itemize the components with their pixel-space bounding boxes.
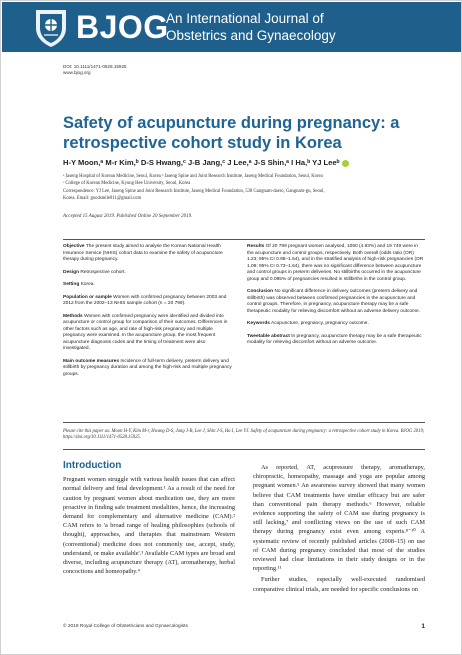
correspondence-line-1: Correspondence: YJ Lee, Jaseng Spine and Joint Research Institute, Jaseng Medical Foundation, 538 Gangnam-daero, Gangnam-gu, Seoul, [63, 189, 325, 194]
copyright-notice: © 2019 Royal College of Obstetricians and Gynaecologists [63, 624, 188, 629]
abstract-label: Population or sample [63, 294, 112, 300]
page-number: 1 [421, 623, 425, 630]
abstract-results [247, 244, 425, 283]
intro-right-column [253, 463, 425, 596]
abstract-label: Setting [63, 282, 80, 287]
abstract-conclusion [247, 289, 425, 315]
abstract-text: Korea. [80, 282, 95, 287]
abstract-text: The present study aimed to analyse the Korean National Health Insurance Service (NHIS) cohort data to examine the safety of acupuncture therapy during pregnancy. [63, 244, 223, 262]
journal-tagline-line-1: An International Journal of [166, 11, 324, 26]
college-crest-icon [32, 6, 70, 48]
citation-rule [63, 449, 425, 450]
article-title [63, 113, 423, 153]
abstract-label: Methods [63, 313, 83, 319]
journal-tagline [166, 10, 336, 44]
intro-left-column [63, 461, 235, 578]
abstract-outcome-measures [63, 359, 233, 379]
intro-paragraph: Pregnant women struggle with various health issues that can affect normal delivery and fetal development.¹ As a result of the need for caution by pregnant women about medication use, they are more proactive in finding safe treatment modalities, hence, the increasing demand for complementary and alternative medicine (CAM).² CAM refers to 'a broad range of healing philosophies (schools of thought), approaches, and therapies that mainstream Western (conventional) medicine does not commonly use, accept, study, understand, or make available'.³ Available CAM types are broad and diverse, including acupuncture therapy (AT), aromatherapy, herbal concoctions and homeopathy.⁴ [63, 476, 235, 576]
abstract-label: Main outcome measures [63, 358, 119, 364]
abstract-label: Objective [63, 244, 85, 249]
abstract-text: Retrospective cohort. [80, 269, 126, 275]
orcid-icon[interactable] [342, 160, 349, 167]
article-title-line-1: Safety of acupuncture during pregnancy: a [63, 114, 400, 132]
intro-paragraph: Further studies, especially well-executed randomised comparative clinical trials, are needed for specific conclusions on [253, 576, 425, 593]
abstract-objective [63, 244, 233, 264]
abstract-label: Tweetable abstract [247, 333, 290, 339]
abstract-label: Results [247, 244, 265, 249]
abstract-label: Design [63, 269, 79, 275]
intro-heading: Introduction [63, 460, 122, 471]
abstract-bottom-rule [63, 422, 425, 423]
acceptance-dates: Accepted 15 August 2019. Published Online 20 September 2019. [63, 214, 193, 219]
abstract-text: Women with confirmed pregnancy between 2003 and 2012 from the 2002–13 NHIS sample cohort (n = 20 799). [63, 294, 227, 306]
citation-note: Please cite this paper as: Moon H-Y, Kim M-r, Hwang D-S, Jang J-B, Lee J, Shin J-S, Ha I, Lee YJ. Safety of acupuncture during pregnancy: a retrospective cohort study in Korea. BJOG 2019; https://doi.org/10.1111/1471-0528.15925. [63, 429, 425, 441]
abstract-design [63, 270, 233, 277]
author-names: H-Y Moon,ᵃ M-r Kim,ᵇ D-S Hwang,ᶜ J-B Jang,ᶜ J Lee,ᵃ J-S Shin,ᵃ I Ha,ᵇ YJ Leeᵇ [63, 158, 340, 167]
abstract-label: Conclusion [247, 289, 274, 294]
abstract-tweetable [247, 334, 425, 347]
article-title-line-2: retrospective cohort study in Korea [63, 134, 342, 152]
abstract-text: No significant difference in delivery outcomes (preterm delivery and stillbirth) was observed between confirmed pregnancies in the acupuncture and control groups. Therefore, in pregnancy, acupuncture therapy may be a safe therapeutic modality for relieving discomfort without an adverse delivery outcome. [247, 289, 421, 314]
abstract-text: Women with confirmed pregnancy were identified and divided into acupuncture or control group for comparison of their outcomes. Differences in other factors such as age, and rate of high-risk pregnancy and multiple pregnancy were examined. In the acupuncture group, the most frequent acupuncture diagnosis codes and the timing of treatment were also investigated. [63, 313, 228, 351]
abstract-text: In pregnancy, acupuncture therapy may be a safe therapeutic modality for relieving discomfort without an adverse outcome. [247, 333, 422, 345]
abstract-keywords [247, 321, 425, 328]
author-list [63, 158, 423, 167]
journal-brand: BJOG [76, 9, 169, 45]
abstract-top-rule [63, 239, 425, 240]
correspondence-line-2: Korea. Email: goodsmile811@gmail.com [63, 196, 142, 201]
abstract-text: Acupuncture, pregnancy, pregnancy outcome. [271, 321, 369, 326]
journal-banner [2, 2, 462, 52]
affiliation-line-1: ᵃ Jaseng Hospital of Korean Medicine, Seoul, Korea ᵇ Jaseng Spine and Joint Research Institute, Jaseng Medical Foundation, Seoul, Korea [63, 174, 323, 179]
journal-site-link[interactable]: www.bjog.org [63, 70, 91, 75]
intro-paragraph: As reported, AT, acupressure therapy, aromatherapy, chiropractic, homeopathy, massage and yoga are popular among pregnant women.⁵ An awareness survey showed that many women believe that CAM treatments have similar efficacy but are safer than conventional pain therapy methods.⁶ However, reliable evidence supporting the safety of CAM use during pregnancy is still lacking,⁷ and conflicting views on the use of such CAM therapy during pregnancy exist even among experts.⁸⁻¹⁰ A systematic review of recently published articles (2008–15) on use of CAM during pregnancy concluded that most of the studies reviewed had clear limitations in their study designs or in the reporting.¹¹ [253, 464, 425, 573]
abstract-population [63, 295, 233, 308]
abstract-right-column [247, 244, 425, 353]
affiliation-line-2: ᶜ College of Korean Medicine, Kyung Hee University, Seoul, Korea [63, 181, 191, 186]
journal-tagline-line-2: Obstetrics and Gynaecology [166, 28, 336, 43]
abstract-methods [63, 314, 233, 353]
doi: DOI: 10.1111/1471-0528.15925 [63, 64, 127, 69]
page-footer [63, 624, 425, 629]
abstract-left-column [63, 244, 233, 384]
abstract-label: Keywords [247, 321, 270, 326]
abstract-setting [63, 282, 233, 289]
abstract-text: Of 20 799 pregnant women analysed, 1050 (4.93%) and 19 749 were in the acupuncture and control groups, respectively. Both overall (odds ratio (OR) 1.23; 95% CI 0.98–1.54), and in the stratified analysis of high-risk pregnancies (OR 1.09; 95% CI 0.73–1.64), there was no significant difference between acupuncture and control groups in preterm deliveries. No stillbirths occurred in the acupuncture group and 0.085% of pregnancies resulted in stillbirths in the control group. [247, 244, 424, 282]
abstract-text: Incidence of full-term delivery, preterm delivery and stillbirth by pregnancy duration and among the high-risk and multiple pregnancy groups. [63, 358, 232, 377]
